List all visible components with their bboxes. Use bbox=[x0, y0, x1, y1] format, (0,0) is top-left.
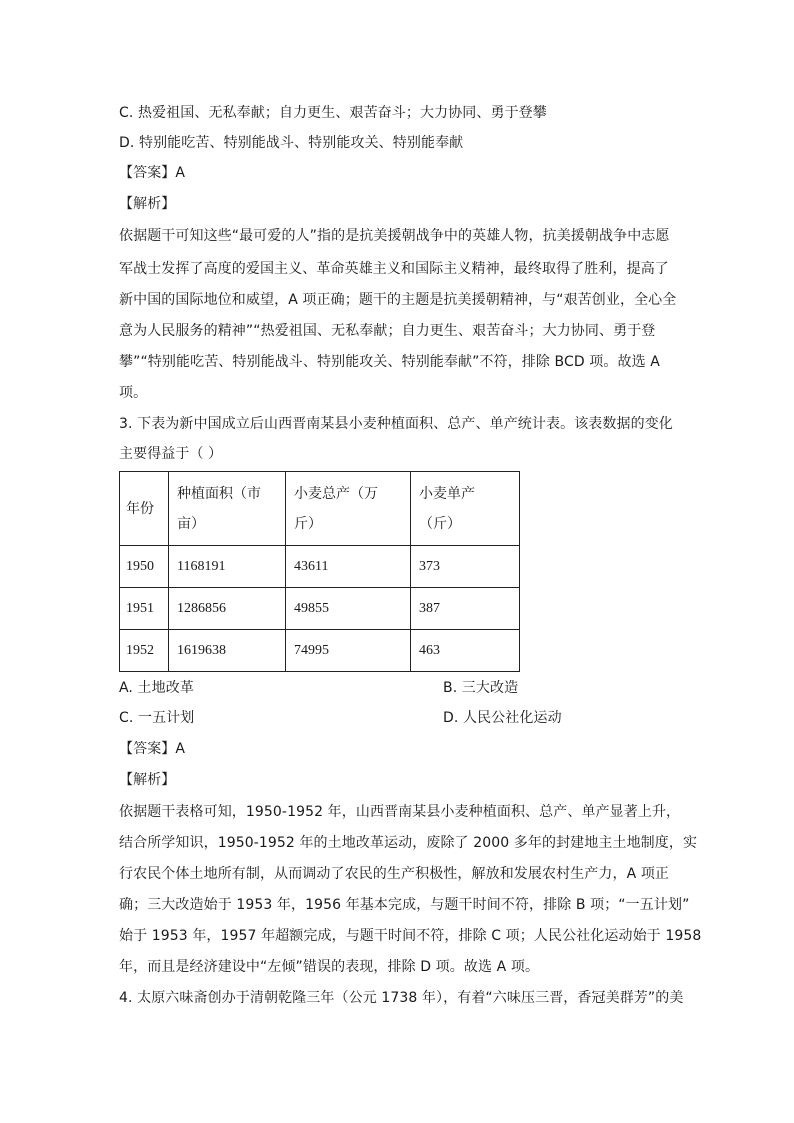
q3-analysis-line: 确；三大改造始于 1953 年，1956 年基本完成，与题干时间不符，排除 B 项；“一五计划” bbox=[119, 897, 690, 913]
header-cell bbox=[286, 472, 411, 546]
q2-option-d: D. 特别能吃苦、特别能战斗、特别能攻关、特别能奉献 bbox=[119, 135, 464, 151]
q2-analysis-line: 依据题干可知这些“最可爱的人”指的是抗美援朝战争中的英雄人物，抗美援朝战争中志愿 bbox=[119, 228, 670, 244]
q2-answer: 【答案】A bbox=[119, 165, 186, 181]
table-cell: 463 bbox=[411, 630, 520, 672]
statistics-table bbox=[119, 471, 520, 672]
q3-option-a: A. 土地改革 bbox=[119, 680, 194, 696]
q3-analysis-line: 结合所学知识，1950-1952 年的土地改革运动，废除了 2000 多年的封建地主土地制度，实 bbox=[119, 835, 698, 851]
q2-option-c: C. 热爱祖国、无私奉献；自力更生、艰苦奋斗；大力协同、勇于登攀 bbox=[119, 105, 547, 121]
table-header-row bbox=[120, 472, 520, 546]
q3-option-d: D. 人民公社化运动 bbox=[443, 710, 562, 726]
header-text: 年份 bbox=[126, 500, 154, 517]
q3-analysis-line: 年，而且是经济建设中“左倾”错误的表现，排除 D 项。故选 A 项。 bbox=[119, 959, 540, 975]
table-cell: 1950 bbox=[120, 546, 169, 588]
header-cell bbox=[120, 472, 169, 546]
header-text: （斤） bbox=[419, 515, 461, 532]
q3-analysis-line: 依据题干表格可知，1950-1952 年，山西晋南某县小麦种植面积、总产、单产显著上升， bbox=[119, 804, 681, 820]
table-cell: 387 bbox=[411, 588, 520, 630]
q3-option-b: B. 三大改造 bbox=[443, 680, 519, 696]
table-cell: 1952 bbox=[120, 630, 169, 672]
table-cell: 373 bbox=[411, 546, 520, 588]
q3-analysis-label: 【解析】 bbox=[119, 772, 176, 788]
header-text: 种植面积（市 bbox=[177, 485, 261, 502]
table-cell: 1286856 bbox=[169, 588, 286, 630]
q3-option-c: C. 一五计划 bbox=[119, 710, 195, 726]
q2-analysis-line: 项。 bbox=[119, 385, 148, 401]
table-cell: 74995 bbox=[286, 630, 411, 672]
table-cell: 49855 bbox=[286, 588, 411, 630]
table-cell: 1168191 bbox=[169, 546, 286, 588]
q2-analysis-label: 【解析】 bbox=[119, 196, 176, 212]
q2-analysis-line: 军战士发挥了高度的爱国主义、革命英雄主义和国际主义精神，最终取得了胜利，提高了 bbox=[119, 261, 669, 277]
q3-stem-line: 3. 下表为新中国成立后山西晋南某县小麦种植面积、总产、单产统计表。该表数据的变化 bbox=[119, 416, 673, 432]
q2-analysis-line: 攀”“特别能吃苦、特别能战斗、特别能攻关、特别能奉献”不符，排除 BCD 项。故选 A bbox=[119, 354, 660, 370]
header-cell bbox=[169, 472, 286, 546]
table-cell: 1619638 bbox=[169, 630, 286, 672]
q4-stem-line: 4. 太原六味斋创办于清朝乾隆三年（公元 1738 年），有着“六味压三晋，香冠美群芳”的美 bbox=[119, 990, 684, 1006]
q3-analysis-line: 始于 1953 年，1957 年超额完成，与题干时间不符，排除 C 项；人民公社化运动始于 1958 bbox=[119, 928, 702, 944]
q2-analysis-line: 意为人民服务的精神”“热爱祖国、无私奉献；自力更生、艰苦奋斗；大力协同、勇于登 bbox=[119, 323, 656, 339]
q3-stem-line: 主要得益于（ ） bbox=[119, 446, 223, 462]
header-cell bbox=[411, 472, 520, 546]
table-cell: 43611 bbox=[286, 546, 411, 588]
header-text: 小麦总产（万 bbox=[294, 485, 378, 502]
q2-analysis-line: 新中国的国际地位和威望，A 项正确；题干的主题是抗美援朝精神，与“艰苦创业，全心全 bbox=[119, 292, 677, 308]
q3-analysis-line: 行农民个体土地所有制，从而调动了农民的生产积极性，解放和发展农村生产力，A 项正 bbox=[119, 866, 670, 882]
header-text: 亩） bbox=[177, 515, 205, 532]
header-text: 斤） bbox=[294, 515, 322, 532]
q3-answer: 【答案】A bbox=[119, 741, 186, 757]
table-row bbox=[120, 588, 520, 630]
table-row bbox=[120, 546, 520, 588]
table-cell: 1951 bbox=[120, 588, 169, 630]
table-row bbox=[120, 630, 520, 672]
header-text: 小麦单产 bbox=[419, 485, 475, 502]
